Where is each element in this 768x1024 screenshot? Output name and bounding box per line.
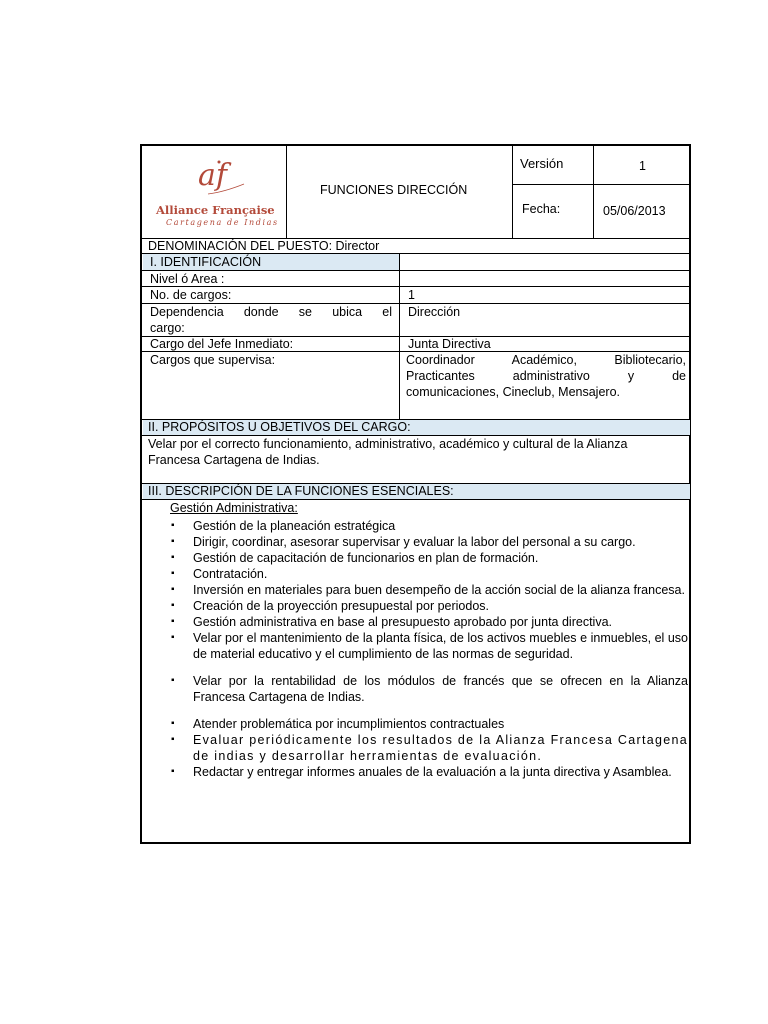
dependencia-label-cont: cargo: <box>150 321 185 335</box>
list-item: ▪ Dirigir, coordinar, asesorar supervisar y evaluar la labor del personal a su cargo. <box>171 535 636 549</box>
jefe-label: Cargo del Jefe Inmediato: <box>150 337 294 351</box>
logo-name: Alliance Française <box>156 203 275 217</box>
date-label: Fecha: <box>522 202 561 216</box>
supervisa-label: Cargos que supervisa: <box>150 353 276 367</box>
funciones-list <box>168 518 688 780</box>
list-item: ▪ Inversión en materiales para buen desempeño de la acción social de la alianza francesa. <box>171 583 685 597</box>
bullet-icon: ▪ <box>171 718 175 729</box>
section-funciones-heading: III. DESCRIPCIÓN DE LA FUNCIONES ESENCIALES: <box>148 484 454 498</box>
list-item: ▪ Evaluar periódicamente los resultados de la Alianza Francesa Cartagena de indias y desarrollar herramientas de evaluación. <box>171 733 688 763</box>
logo-mark: af <box>198 158 227 193</box>
section-propositos-heading: II. PROPÓSITOS U OBJETIVOS DEL CARGO: <box>148 420 411 434</box>
job-description-document <box>140 144 691 844</box>
logo-subtitle: Cartagena de Indias <box>166 218 279 227</box>
bullet-icon: ▪ <box>171 616 175 627</box>
supervisa-value-line3: comunicaciones, Cineclub, Mensajero. <box>406 385 620 399</box>
bullet-icon: ▪ <box>171 734 175 745</box>
version-label: Versión <box>520 156 564 171</box>
document-title: FUNCIONES DIRECCIÓN <box>320 183 468 197</box>
dependencia-value: Dirección <box>408 305 461 319</box>
logo <box>148 154 288 230</box>
propositos-text-line2: Francesa Cartagena de Indias. <box>148 453 320 467</box>
date-value: 05/06/2013 <box>603 204 666 218</box>
jefe-value: Junta Directiva <box>408 337 491 351</box>
list-item: ▪ Velar por la rentabilidad de los módulos de francés que se ofrecen en la Alianza Francesa Cartagena de Indias. <box>171 674 688 704</box>
list-item: ▪ Redactar y entregar informes anuales de la evaluación a la junta directiva y Asamblea. <box>171 765 672 779</box>
dependencia-label: Dependencia donde se ubica el <box>150 305 392 319</box>
funciones-subheading: Gestión Administrativa: <box>170 501 298 515</box>
bullet-icon: ▪ <box>171 600 175 611</box>
section-identificacion-heading: I. IDENTIFICACIÓN <box>150 255 262 269</box>
nivel-label: Nivel ó Area : <box>150 272 225 286</box>
bullet-icon: ▪ <box>171 568 175 579</box>
bullet-icon: ▪ <box>171 520 175 531</box>
propositos-text-line1: Velar por el correcto funcionamiento, administrativo, académico y cultural de la Alianza <box>148 437 628 451</box>
bullet-icon: ▪ <box>171 584 175 595</box>
version-value: 1 <box>639 159 646 173</box>
bullet-icon: ▪ <box>171 552 175 563</box>
bullet-icon: ▪ <box>171 675 175 686</box>
supervisa-value-line1: Coordinador Académico, Bibliotecario, <box>406 353 686 367</box>
supervisa-value-line2: Practicantes administrativo y de <box>406 369 686 383</box>
bullet-icon: ▪ <box>171 536 175 547</box>
list-item: ▪ Velar por el mantenimiento de la planta física, de los activos muebles e inmuebles, el uso de material educativo y el cumplimiento de las normas de seguridad. <box>171 631 688 661</box>
list-item: ▪ Gestión de la planeación estratégica <box>171 519 396 533</box>
list-item: ▪ Gestión administrativa en base al presupuesto aprobado por junta directiva. <box>171 615 613 629</box>
bullet-icon: ▪ <box>171 766 175 777</box>
job-title: DENOMINACIÓN DEL PUESTO: Director <box>148 239 380 253</box>
list-item: ▪ Creación de la proyección presupuestal por periodos. <box>171 599 490 613</box>
list-item: ▪ Atender problemática por incumplimientos contractuales <box>171 717 505 731</box>
cargos-label: No. de cargos: <box>150 288 232 302</box>
list-item: ▪ Gestión de capacitación de funcionarios en plan de formación. <box>171 551 539 565</box>
cargos-value: 1 <box>408 288 415 302</box>
list-item: ▪ Contratación. <box>171 567 268 581</box>
bullet-icon: ▪ <box>171 632 175 643</box>
